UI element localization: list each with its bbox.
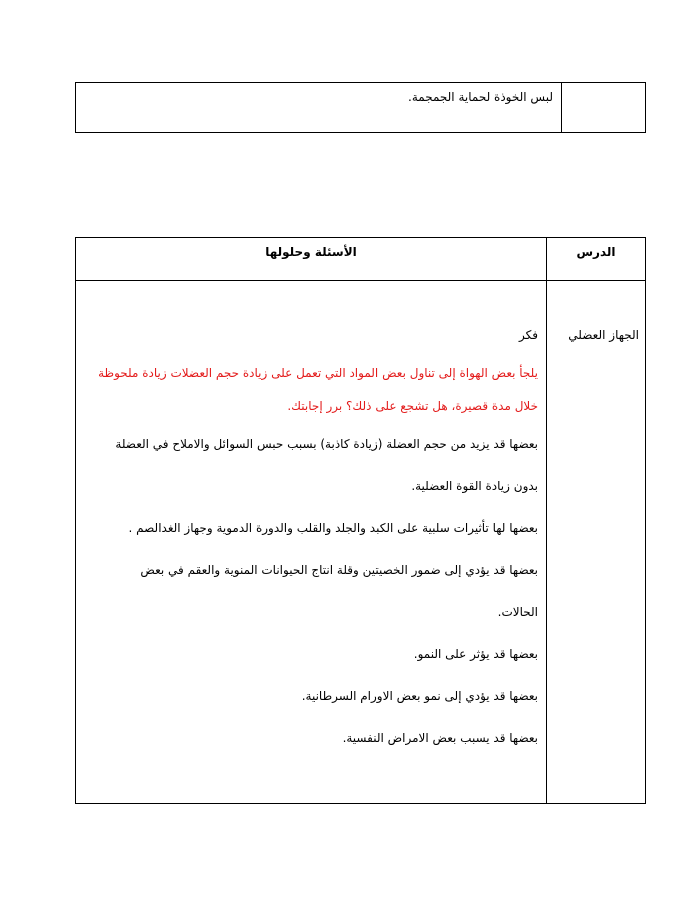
answer-line-2: بدون زيادة القوة العضلية. xyxy=(411,479,538,493)
content xyxy=(76,281,546,759)
top-text-cell xyxy=(76,83,562,133)
top-table-row xyxy=(76,83,646,133)
header-questions: الأسئلة وحلولها xyxy=(265,245,357,259)
header-row xyxy=(76,238,646,281)
lesson-name: الجهاز العضلي xyxy=(568,328,639,342)
header-questions-cell xyxy=(76,238,547,281)
top-text: لبس الخوذة لحماية الجمجمة. xyxy=(408,90,553,104)
answer-line-4: بعضها قد يؤدي إلى ضمور الخصيتين وقلة انتاج الحيوانات المنوية والعقم في بعض xyxy=(140,563,538,577)
question-line-2: خلال مدة قصيرة، هل تشجع على ذلك؟ برر إجابتك. xyxy=(287,399,538,413)
body-row xyxy=(76,281,646,804)
content-cell xyxy=(76,281,547,804)
lesson-cell xyxy=(547,281,646,804)
answer-line-8: بعضها قد يسبب بعض الامراض النفسية. xyxy=(342,731,538,745)
top-table xyxy=(75,82,646,133)
answer-line-1: بعضها قد يزيد من حجم العضلة (زيادة كاذبة) بسبب حبس السوائل والاملاح في العضلة xyxy=(115,437,538,451)
question-line-1: يلجأ بعض الهواة إلى تناول بعض المواد التي تعمل على زيادة حجم العضلات زيادة ملحوظة xyxy=(98,366,538,380)
header-lesson: الدرس xyxy=(576,245,616,259)
think-label: فكر xyxy=(519,328,538,342)
answer-line-6: بعضها قد يؤثر على النمو. xyxy=(413,647,538,661)
answer-line-7: بعضها قد يؤدي إلى نمو بعض الاورام السرطانية. xyxy=(301,689,538,703)
answer-line-5: الحالات. xyxy=(497,605,538,619)
answer-line-3: بعضها لها تأثيرات سلبية على الكبد والجلد والقلب والدورة الدموية وجهاز الغدالصم . xyxy=(128,521,538,535)
main-table xyxy=(75,237,646,804)
header-lesson-cell xyxy=(547,238,646,281)
top-side-cell xyxy=(562,83,646,133)
